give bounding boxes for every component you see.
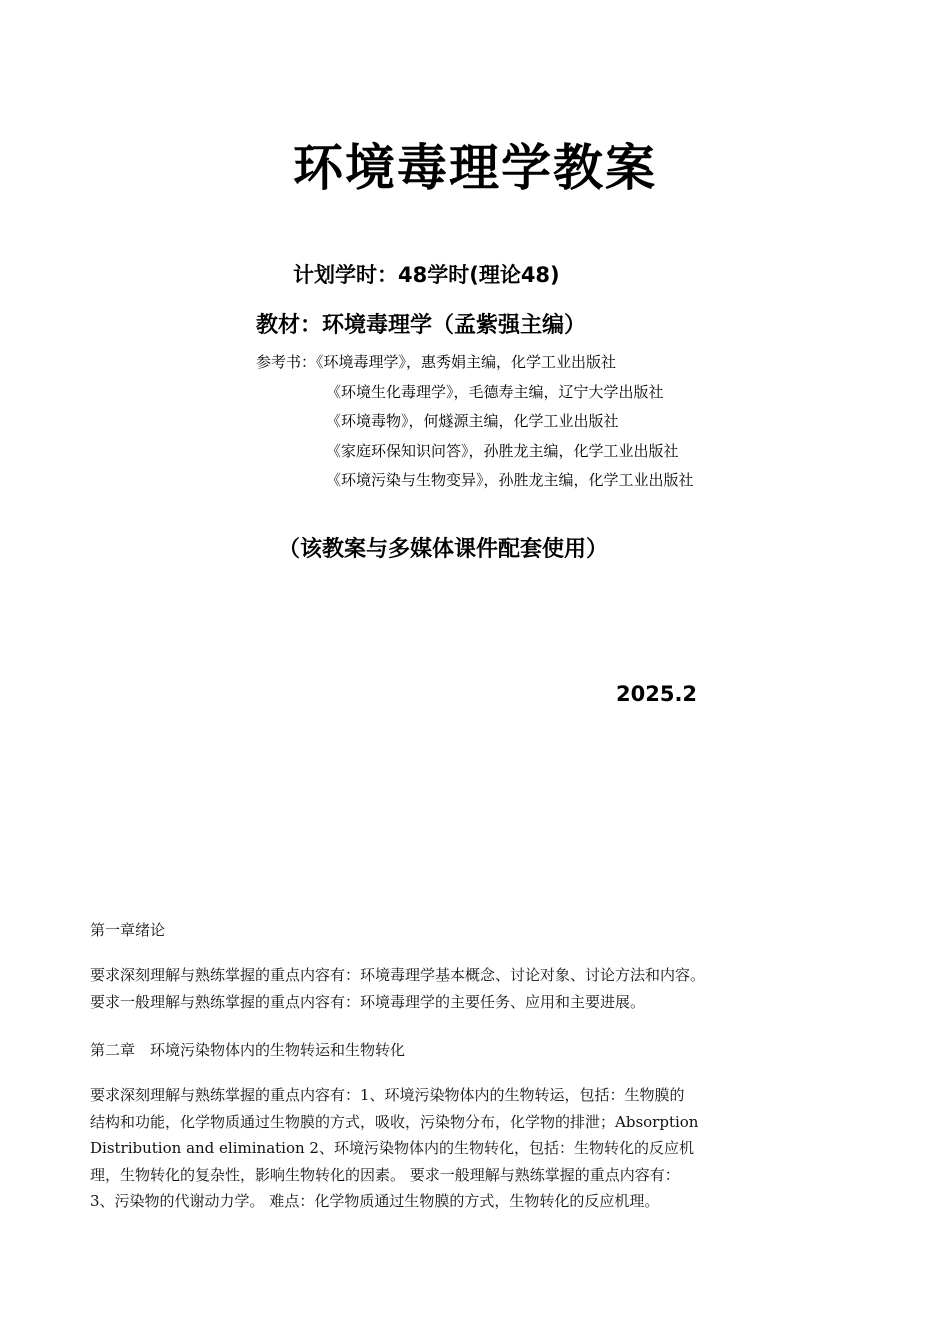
planned-hours: 计划学时：48学时(理论48) [293, 263, 560, 287]
chapter1-title: 第一章绪论 [90, 921, 166, 939]
chapter2-line: 理，生物转化的复杂性，影响生物转化的因素。 要求一般理解与熟练掌握的重点内容有： [90, 1165, 680, 1184]
document-title: 环境毒理学教案 [293, 138, 657, 197]
chapter2-line: Distribution and elimination 2、环境污染物体内的生物转化，包括：生物转化的反应机 [90, 1139, 694, 1157]
chapter1-requirements [90, 962, 705, 1015]
reference-list [256, 348, 694, 496]
reference-item: 《环境污染与生物变异》，孙胜龙主编，化学工业出版社 [326, 471, 694, 489]
chapter1-requirement-line: 要求深刻理解与熟练掌握的重点内容有：环境毒理学基本概念、讨论对象、讨论方法和内容。 [90, 966, 706, 984]
reference-item: 《家庭环保知识问答》，孙胜龙主编，化学工业出版社 [326, 441, 679, 460]
document-date: 2025.2 [616, 682, 698, 706]
reference-label: 参考书： [256, 353, 317, 371]
reference-item: 《环境毒物》，何燧源主编，化学工业出版社 [326, 412, 619, 430]
chapter2-line: 要求深刻理解与熟练掌握的重点内容有：1、环境污染物体内的生物转运，包括：生物膜的 [90, 1086, 685, 1104]
chapter2-body [90, 1082, 880, 1215]
usage-note: （该教案与多媒体课件配套使用） [278, 536, 609, 562]
chapter2-line: 结构和功能，化学物质通过生物膜的方式，吸收，污染物分布，化学物的排泄；Absorption [90, 1112, 699, 1131]
chapter1-requirement-line: 要求一般理解与熟练掌握的重点内容有：环境毒理学的主要任务、应用和主要进展。 [90, 992, 646, 1011]
chapter2-title: 第二章 环境污染物体内的生物转运和生物转化 [90, 1041, 406, 1059]
reference-item: 《环境生化毒理学》，毛德寿主编，辽宁大学出版社 [326, 382, 664, 401]
reference-text: 《环境毒理学》，惠秀娟主编，化学工业出版社 [316, 353, 617, 371]
chapter2-line: 3、污染物的代谢动力学。 难点：化学物质通过生物膜的方式，生物转化的反应机理。 [90, 1192, 660, 1210]
textbook-line: 教材：环境毒理学（孟紫强主编） [256, 312, 587, 338]
reference-item [256, 348, 694, 378]
